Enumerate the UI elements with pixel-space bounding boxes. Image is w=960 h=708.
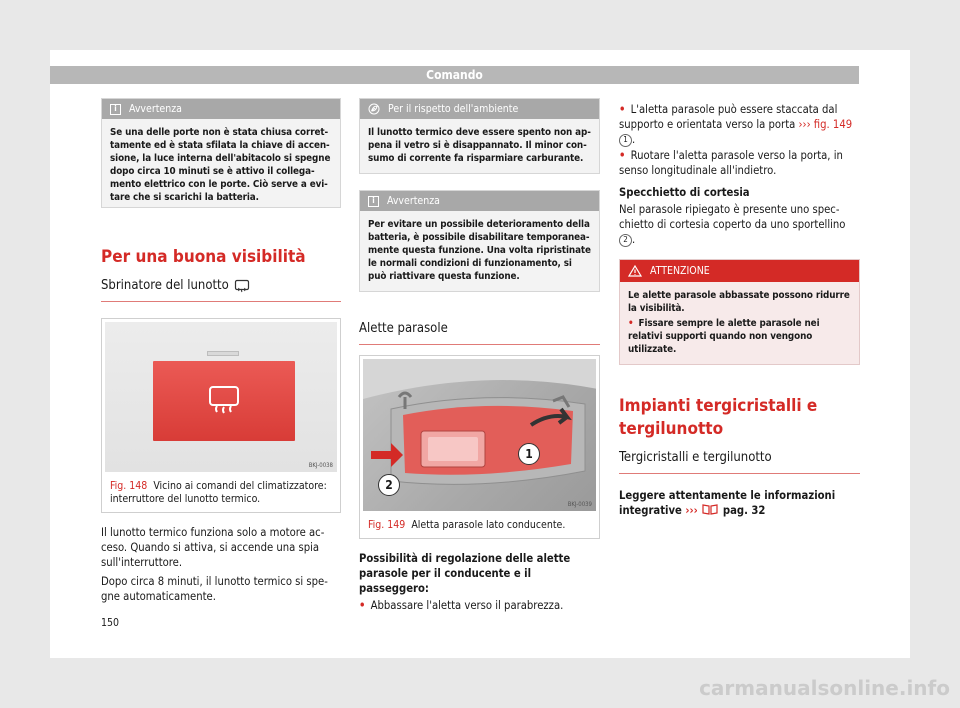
notice-body [360, 211, 599, 291]
figure-caption [102, 475, 340, 512]
paragraph: Il lunotto termico funziona solo a motore acceso. Quando si attiva, si accende una spia sull'interruttore. [101, 526, 325, 569]
subsection-heading [359, 320, 600, 345]
notice-title: Avvertenza [129, 103, 182, 115]
subsection-heading [619, 449, 860, 474]
figure-caption-text: Vicino ai comandi del climatizzatore: interruttore del lunotto termico. [110, 480, 327, 505]
figure-label: Fig. 148 [110, 480, 148, 492]
figure-code: BKJ-0039 [567, 501, 592, 508]
callout-reference: 1 [619, 134, 632, 147]
read-info-paragraph [619, 488, 860, 518]
column-2 [359, 98, 600, 613]
bullet-text: Abbassare l'aletta verso il parabrezza. [370, 599, 564, 612]
environment-header [360, 99, 599, 119]
callout-reference: 2 [619, 234, 632, 247]
figure-149 [359, 355, 600, 539]
column-3 [619, 102, 860, 518]
info-icon: i [110, 104, 121, 115]
paragraph: Dopo circa 8 minuti, il lunotto termico si spegne automaticamente. [101, 575, 328, 603]
notice-title: Avvertenza [387, 195, 440, 207]
notice-body [102, 119, 340, 212]
figure-149-image [363, 359, 596, 511]
mirror-text: Nel parasole ripiegato è presente uno specchietto di cortesia coperto da uno sportellino [619, 203, 846, 231]
bullet-marker: • [619, 149, 626, 162]
warning-header [620, 260, 859, 282]
chapter-header: Comando [50, 66, 859, 84]
subsection-title: Tergicristalli e tergilunotto [619, 450, 772, 465]
bullet-marker: • [628, 318, 634, 329]
warning-title: ATTENZIONE [650, 265, 710, 277]
notice-text: Se una delle porte non è stata chiusa correttamente ed è stata sfilata la chiave di accensione, la luce interna dell'abitacolo si spegne dopo circa 10 minuti se è attivo il collegamento elettrico con le porte. Ciò serve a evitare che si scarichi la batteria. [110, 127, 331, 203]
bold-paragraph: Possibilità di regolazione delle alette parasole per il conducente e il passeggero: [359, 552, 571, 595]
notice-header [360, 191, 599, 211]
bullet-item [359, 598, 600, 613]
rear-defrost-icon-large [208, 385, 240, 415]
figure-148 [101, 318, 341, 513]
callout-1: 1 [518, 443, 540, 465]
warning-triangle-icon [628, 265, 642, 277]
page-reference-link[interactable]: pag. 32 [722, 504, 766, 517]
read-info-text: Leggere attentamente le informazioni integrative [619, 489, 836, 517]
section-title: Per una buona visibilità [101, 247, 306, 267]
figure-reference-link[interactable]: ››› fig. 149 [798, 118, 853, 131]
figure-label: Fig. 149 [368, 519, 406, 531]
subsection-title: Sbrinatore del lunotto [101, 278, 229, 293]
environment-body [360, 119, 599, 173]
figure-caption-text: Aletta parasole lato conducente. [411, 519, 566, 531]
bullet-marker: • [619, 103, 626, 116]
bullet-item [619, 148, 860, 178]
callout-2: 2 [378, 474, 400, 496]
leaf-icon [368, 103, 380, 115]
notice-text: Per evitare un possibile deterioramento della batteria, è possibile disabilitare temporaneamente questa funzione. Una volta ripristinate le normali condizioni di funzionamento, si può riattivare questa funzione. [368, 219, 591, 282]
notice-box [101, 98, 341, 208]
bullet-text: L'aletta parasole può essere staccata dal supporto e orientata verso la porta [619, 103, 838, 131]
subsection-title: Alette parasole [359, 321, 448, 336]
bullet-text: Ruotare l'aletta parasole verso la porta, in senso longitudinale all'indietro. [619, 149, 843, 177]
rear-defrost-icon [234, 279, 250, 293]
environment-box [359, 98, 600, 174]
bullet-item: • L'aletta parasole può essere staccata dal supporto e orientata verso la porta ››› fig. 149 1 . [619, 103, 853, 146]
figure-148-image [105, 322, 337, 472]
mirror-title: Specchietto di cortesia [619, 186, 750, 199]
warning-box [619, 259, 860, 365]
bullet-marker: • [359, 599, 366, 612]
indicator-led [207, 351, 239, 356]
info-icon: i [368, 196, 379, 207]
warning-body [620, 282, 859, 364]
figure-caption [360, 514, 599, 538]
book-icon [701, 503, 719, 515]
environment-text: Il lunotto termico deve essere spento non appena il vetro si è disappannato. Il minor consumo di corrente fa risparmiare carburante. [368, 127, 591, 164]
warning-bullet [628, 317, 851, 356]
page-number: 150 [101, 617, 120, 629]
warning-bullet-text: Fissare sempre le alette parasole nei relativi supporti quando non vengono utilizzate. [628, 318, 820, 355]
figure-code: BKJ-0038 [308, 462, 333, 469]
reference-arrows: ››› [685, 504, 698, 517]
notice-box [359, 190, 600, 292]
warning-text: Le alette parasole abbassate possono ridurre la visibilità. [628, 290, 850, 314]
column-1 [101, 98, 341, 604]
environment-title: Per il rispetto dell'ambiente [388, 103, 519, 115]
mirror-paragraph: Nel parasole ripiegato è presente uno specchietto di cortesia coperto da uno sportellino 2 . [619, 203, 846, 246]
notice-header [102, 99, 340, 119]
section-title: Impianti tergicristalli e tergilunotto [619, 396, 818, 439]
watermark: carmanualsonline.info [699, 676, 950, 700]
subsection-heading [101, 277, 341, 302]
